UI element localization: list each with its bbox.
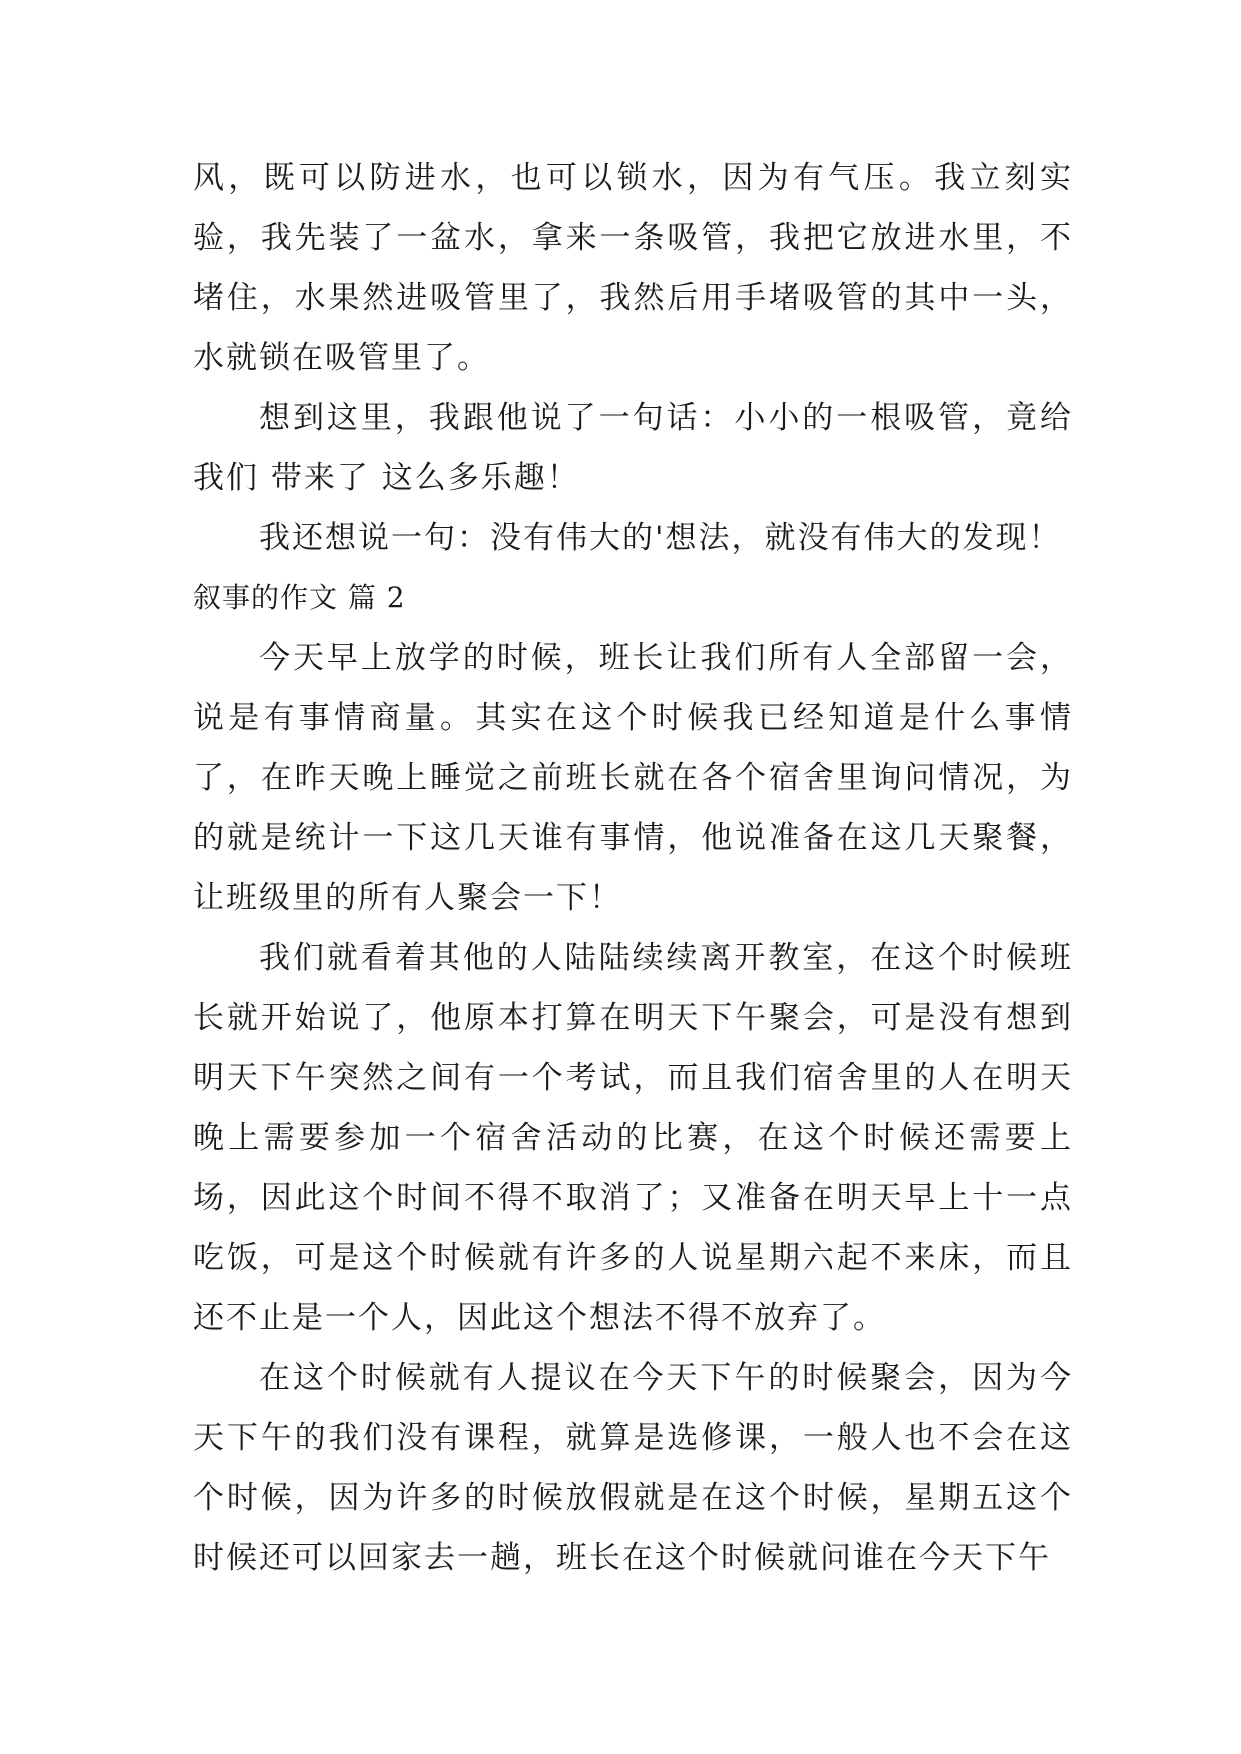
paragraph-class-monitor: 今天早上放学的时候，班长让我们所有人全部留一会，说是有事情商量。其实在这个时候我已经知道是什么事情了，在昨天晚上睡觉之前班长就在各个宿舍里询问情况，为的就是统计一下这几天谁有事情，他说准备在这几天聚餐，让班级里的所有人聚会一下！	[193, 640, 1073, 916]
document-body	[193, 148, 1073, 1588]
paragraph-afternoon-proposal: 在这个时候就有人提议在今天下午的时候聚会，因为今天下午的我们没有课程，就算是选修课，一般人也不会在这个时候，因为许多的时候放假就是在这个时候，星期五这个时候还可以回家去一趟，班长在这个时候就问谁在今天下午	[193, 1360, 1073, 1576]
section-heading: 叙事的作文 篇 2	[193, 581, 406, 614]
paragraph-great-ideas: 我还想说一句：没有伟大的'想法，就没有伟大的发现！	[259, 520, 1062, 556]
paragraph-straw-experiment: 风，既可以防进水，也可以锁水，因为有气压。我立刻实验，我先装了一盆水，拿来一条吸管，我把它放进水里，不堵住，水果然进吸管里了，我然后用手堵吸管的其中一头，水就锁在吸管里了。	[193, 160, 1073, 376]
paragraph-fun-of-straw: 想到这里，我跟他说了一句话：小小的一根吸管，竟给我们 带来了 这么多乐趣！	[193, 400, 1073, 496]
paragraph-schedule-conflict: 我们就看着其他的人陆陆续续离开教室，在这个时候班长就开始说了，他原本打算在明天下午聚会，可是没有想到明天下午突然之间有一个考试，而且我们宿舍里的人在明天晚上需要参加一个宿舍活动的比赛，在这个时候还需要上场，因此这个时间不得不取消了；又准备在明天早上十一点吃饭，可是这个时候就有许多的人说星期六起不来床，而且还不止是一个人，因此这个想法不得不放弃了。	[193, 940, 1073, 1336]
